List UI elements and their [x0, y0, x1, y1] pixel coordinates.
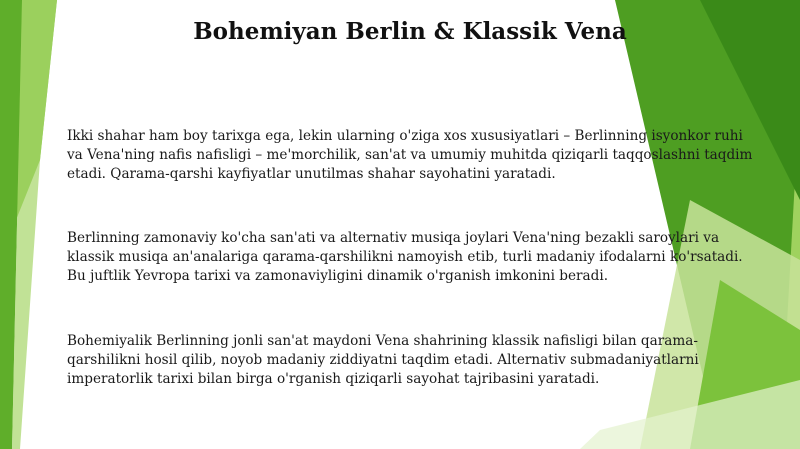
slide-title: Bohemiyan Berlin & Klassik Vena — [193, 18, 627, 45]
paragraph-2: Berlinning zamonaviy ko'cha san'ati va alternativ musiqa joylari Vena'ning bezakli saroylari va klassik musiqa an'analariga qarama-qarshilikni namoyish etib, turli madaniy ifodalarni ko'rsatadi. Bu juftlik Yevropa tarixi va zamonaviyligini dinamik o'rganish imkonini beradi. — [67, 230, 743, 284]
paragraph-1: Ikki shahar ham boy tarixga ega, lekin ularning o'ziga xos xususiyatlari – Berlinning isyonkor ruhi va Vena'ning nafis nafisligi – me'morchilik, san'at va umumiy muhitda qiziqarli taqqoslashni taqdim etadi. Qarama-qarshi kayfiyatlar unutilmas shahar sayohatini yaratadi. — [67, 128, 753, 182]
paragraph-3: Bohemiyalik Berlinning jonli san'at maydoni Vena shahrining klassik nafisligi bilan qarama-qarshilikni hosil qilib, noyob madaniy ziddiyatni taqdim etadi. Alternativ submadaniyatlarni imperatorlik tarixi bilan birga o'rganish qiziqarli sayohat tajribasini yaratadi. — [67, 333, 699, 387]
